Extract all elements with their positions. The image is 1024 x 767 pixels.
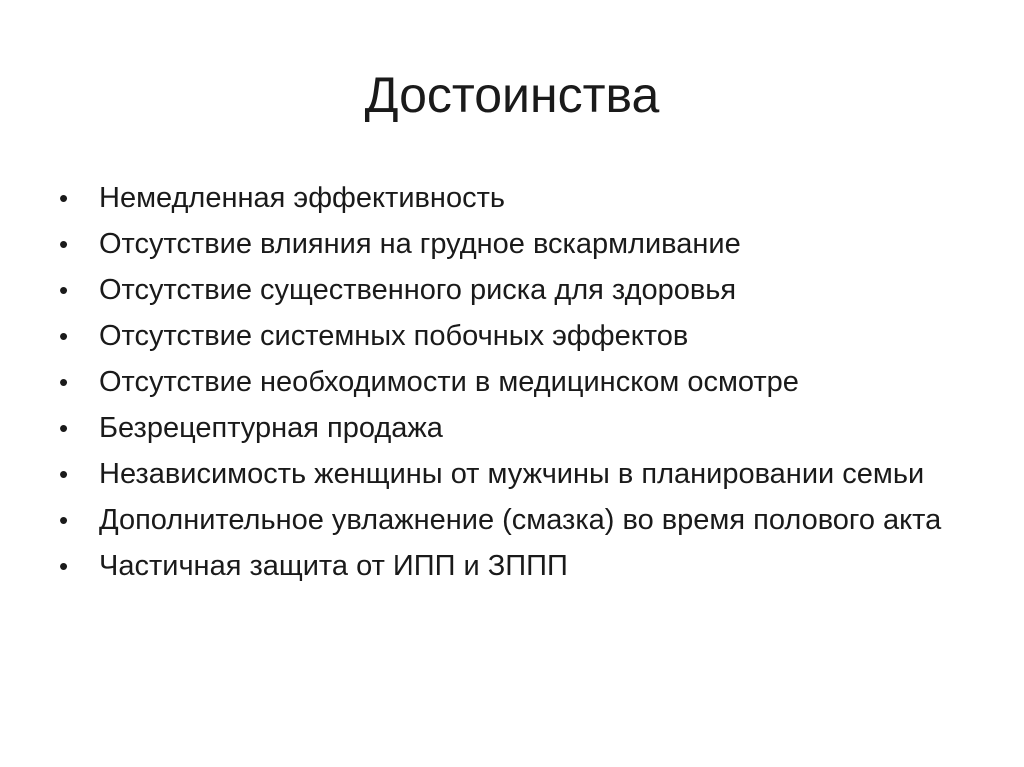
list-item	[56, 408, 976, 448]
list-item	[56, 546, 976, 586]
bullet-dot-icon: •	[59, 275, 69, 305]
bullet-dot-icon: •	[59, 183, 69, 213]
bullet-dot-icon: •	[59, 229, 69, 259]
list-item	[56, 362, 976, 402]
bullet-dot-icon: •	[59, 367, 69, 397]
list-item	[56, 224, 976, 264]
list-item	[56, 270, 976, 310]
list-item-text: Отсутствие необходимости в медицинском осмотре	[99, 366, 799, 398]
list-item-text: Независимость женщины от мужчины в планировании семьи	[99, 458, 925, 490]
bullet-list	[56, 178, 976, 592]
bullet-dot-icon: •	[59, 459, 69, 489]
bullet-dot-icon: •	[59, 551, 69, 581]
list-item	[56, 454, 976, 494]
list-item-text: Отсутствие влияния на грудное вскармливание	[99, 228, 741, 260]
list-item-text: Частичная защита от ИПП и ЗППП	[99, 550, 568, 582]
list-item	[56, 178, 976, 218]
list-item	[56, 316, 976, 356]
list-item-text: Отсутствие системных побочных эффектов	[99, 320, 689, 352]
list-item-text: Безрецептурная продажа	[99, 412, 443, 444]
list-item-text: Немедленная эффективность	[99, 182, 505, 214]
bullet-dot-icon: •	[59, 505, 69, 535]
list-item-text: Дополнительное увлажнение (смазка) во время полового акта	[99, 504, 942, 536]
list-item-text: Отсутствие существенного риска для здоровья	[99, 274, 737, 306]
bullet-dot-icon: •	[59, 321, 69, 351]
bullet-dot-icon: •	[59, 413, 69, 443]
slide-title: Достоинства	[364, 67, 660, 123]
list-item	[56, 500, 976, 540]
